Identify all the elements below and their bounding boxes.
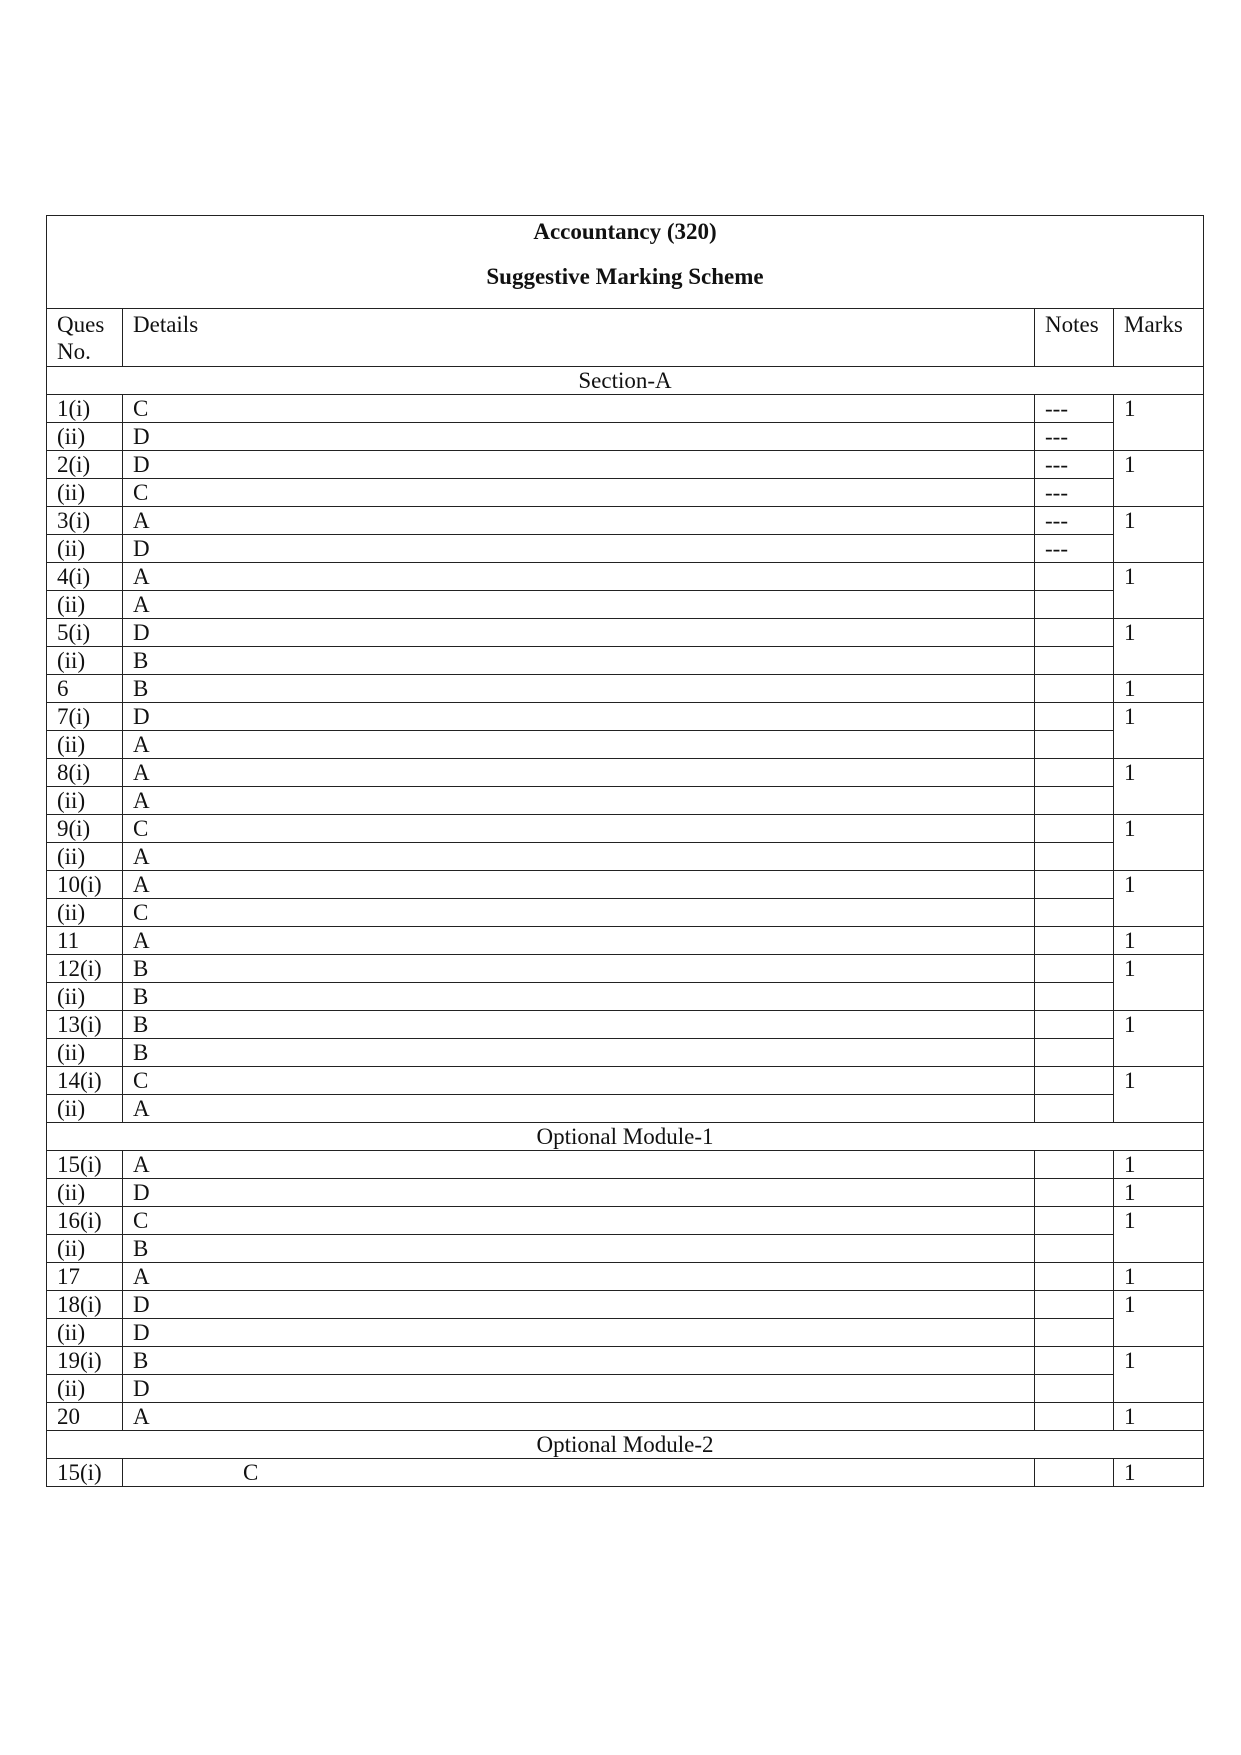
question-number: (ii) bbox=[47, 787, 123, 815]
marks-cell: 1 bbox=[1114, 871, 1204, 927]
notes-cell bbox=[1035, 675, 1114, 703]
notes-cell bbox=[1035, 927, 1114, 955]
answer-detail: D bbox=[123, 423, 1035, 451]
notes-cell bbox=[1035, 1039, 1114, 1067]
table-row bbox=[47, 983, 1204, 1011]
answer-detail: D bbox=[123, 451, 1035, 479]
document-title: Accountancy (320) bbox=[533, 219, 717, 244]
answer-detail: B bbox=[123, 983, 1035, 1011]
table-row bbox=[47, 563, 1204, 591]
answer-detail: A bbox=[123, 591, 1035, 619]
question-number: 15(i) bbox=[47, 1151, 123, 1179]
answer-detail: B bbox=[123, 955, 1035, 983]
notes-cell bbox=[1035, 731, 1114, 759]
table-row bbox=[47, 843, 1204, 871]
marks-cell: 1 bbox=[1114, 1179, 1204, 1207]
question-number: (ii) bbox=[47, 647, 123, 675]
question-number: (ii) bbox=[47, 591, 123, 619]
answer-detail: C bbox=[123, 1067, 1035, 1095]
answer-detail: C bbox=[123, 1459, 1035, 1487]
notes-cell bbox=[1035, 1347, 1114, 1375]
answer-detail: A bbox=[123, 787, 1035, 815]
answer-detail: A bbox=[123, 759, 1035, 787]
table-row bbox=[47, 1011, 1204, 1039]
notes-cell bbox=[1035, 1207, 1114, 1235]
section-row bbox=[47, 367, 1204, 395]
question-number: 16(i) bbox=[47, 1207, 123, 1235]
notes-cell bbox=[1035, 1403, 1114, 1431]
marks-cell: 1 bbox=[1114, 563, 1204, 619]
marks-cell: 1 bbox=[1114, 955, 1204, 1011]
answer-detail: B bbox=[123, 675, 1035, 703]
notes-cell bbox=[1035, 1291, 1114, 1319]
question-number: 1(i) bbox=[47, 395, 123, 423]
question-number: 18(i) bbox=[47, 1291, 123, 1319]
answer-detail: A bbox=[123, 563, 1035, 591]
notes-cell bbox=[1035, 591, 1114, 619]
header-row bbox=[47, 309, 1204, 367]
notes-cell: --- bbox=[1035, 535, 1114, 563]
question-number: (ii) bbox=[47, 1095, 123, 1123]
answer-detail: A bbox=[123, 1263, 1035, 1291]
question-number: (ii) bbox=[47, 1319, 123, 1347]
table-row bbox=[47, 451, 1204, 479]
notes-cell bbox=[1035, 647, 1114, 675]
marks-cell: 1 bbox=[1114, 815, 1204, 871]
notes-cell bbox=[1035, 1179, 1114, 1207]
section-row bbox=[47, 1431, 1204, 1459]
question-number: 8(i) bbox=[47, 759, 123, 787]
document-subtitle: Suggestive Marking Scheme bbox=[486, 264, 764, 289]
question-number: (ii) bbox=[47, 843, 123, 871]
title-row bbox=[47, 216, 1204, 309]
section-a-heading: Section-A bbox=[47, 367, 1204, 395]
table-row bbox=[47, 647, 1204, 675]
table-row bbox=[47, 703, 1204, 731]
marks-cell: 1 bbox=[1114, 1459, 1204, 1487]
notes-cell bbox=[1035, 843, 1114, 871]
notes-cell bbox=[1035, 563, 1114, 591]
marks-cell: 1 bbox=[1114, 451, 1204, 507]
answer-detail: C bbox=[123, 1207, 1035, 1235]
table-row bbox=[47, 1095, 1204, 1123]
table-row bbox=[47, 955, 1204, 983]
answer-detail: D bbox=[123, 703, 1035, 731]
question-number: (ii) bbox=[47, 1235, 123, 1263]
answer-detail: A bbox=[123, 507, 1035, 535]
table-row bbox=[47, 619, 1204, 647]
table-row bbox=[47, 871, 1204, 899]
table-row bbox=[47, 591, 1204, 619]
question-number: (ii) bbox=[47, 535, 123, 563]
marks-cell: 1 bbox=[1114, 1011, 1204, 1067]
answer-detail: A bbox=[123, 843, 1035, 871]
marks-cell: 1 bbox=[1114, 1347, 1204, 1403]
notes-cell bbox=[1035, 1067, 1114, 1095]
header-notes: Notes bbox=[1035, 309, 1114, 367]
notes-cell bbox=[1035, 787, 1114, 815]
marks-cell: 1 bbox=[1114, 395, 1204, 451]
table-row bbox=[47, 1459, 1204, 1487]
question-number: 11 bbox=[47, 927, 123, 955]
table-row bbox=[47, 479, 1204, 507]
marking-scheme-sheet bbox=[46, 215, 1203, 1487]
table-row bbox=[47, 1039, 1204, 1067]
marks-cell: 1 bbox=[1114, 507, 1204, 563]
question-number: (ii) bbox=[47, 423, 123, 451]
answer-detail: D bbox=[123, 1291, 1035, 1319]
header-details: Details bbox=[123, 309, 1035, 367]
table-row bbox=[47, 1207, 1204, 1235]
answer-detail: B bbox=[123, 1347, 1035, 1375]
question-number: 9(i) bbox=[47, 815, 123, 843]
table-row bbox=[47, 1179, 1204, 1207]
notes-cell bbox=[1035, 1151, 1114, 1179]
marks-cell: 1 bbox=[1114, 1403, 1204, 1431]
question-number: 3(i) bbox=[47, 507, 123, 535]
notes-cell bbox=[1035, 1263, 1114, 1291]
table-row bbox=[47, 1319, 1204, 1347]
question-number: 17 bbox=[47, 1263, 123, 1291]
table-row bbox=[47, 815, 1204, 843]
answer-detail: A bbox=[123, 871, 1035, 899]
table-row bbox=[47, 1375, 1204, 1403]
answer-detail: B bbox=[123, 647, 1035, 675]
question-number: 2(i) bbox=[47, 451, 123, 479]
marks-cell: 1 bbox=[1114, 1151, 1204, 1179]
question-number: 14(i) bbox=[47, 1067, 123, 1095]
notes-cell bbox=[1035, 1235, 1114, 1263]
answer-detail: D bbox=[123, 619, 1035, 647]
question-number: (ii) bbox=[47, 1039, 123, 1067]
title-cell bbox=[47, 216, 1204, 309]
marks-cell: 1 bbox=[1114, 703, 1204, 759]
question-number: (ii) bbox=[47, 983, 123, 1011]
table-row bbox=[47, 899, 1204, 927]
notes-cell bbox=[1035, 1375, 1114, 1403]
answer-detail: C bbox=[123, 899, 1035, 927]
answer-detail: D bbox=[123, 1319, 1035, 1347]
answer-detail: A bbox=[123, 1403, 1035, 1431]
table-row bbox=[47, 1347, 1204, 1375]
notes-cell: --- bbox=[1035, 507, 1114, 535]
table-row bbox=[47, 507, 1204, 535]
table-row bbox=[47, 759, 1204, 787]
notes-cell: --- bbox=[1035, 451, 1114, 479]
question-number: (ii) bbox=[47, 731, 123, 759]
answer-detail: C bbox=[123, 479, 1035, 507]
answer-detail: A bbox=[123, 927, 1035, 955]
answer-detail: A bbox=[123, 1095, 1035, 1123]
question-number: 7(i) bbox=[47, 703, 123, 731]
notes-cell: --- bbox=[1035, 395, 1114, 423]
answer-detail: A bbox=[123, 731, 1035, 759]
notes-cell bbox=[1035, 955, 1114, 983]
question-number: 20 bbox=[47, 1403, 123, 1431]
question-number: (ii) bbox=[47, 1179, 123, 1207]
marks-cell: 1 bbox=[1114, 1207, 1204, 1263]
table-row bbox=[47, 1151, 1204, 1179]
table-row bbox=[47, 1403, 1204, 1431]
notes-cell bbox=[1035, 619, 1114, 647]
section-m2-heading: Optional Module-2 bbox=[47, 1431, 1204, 1459]
table-row bbox=[47, 1263, 1204, 1291]
question-number: 12(i) bbox=[47, 955, 123, 983]
table-row bbox=[47, 535, 1204, 563]
header-marks: Marks bbox=[1114, 309, 1204, 367]
marks-cell: 1 bbox=[1114, 927, 1204, 955]
notes-cell bbox=[1035, 983, 1114, 1011]
header-ques: Ques No. bbox=[47, 309, 123, 367]
notes-cell bbox=[1035, 1319, 1114, 1347]
table-row bbox=[47, 395, 1204, 423]
answer-detail: B bbox=[123, 1039, 1035, 1067]
section-m1-heading: Optional Module-1 bbox=[47, 1123, 1204, 1151]
question-number: 13(i) bbox=[47, 1011, 123, 1039]
question-number: (ii) bbox=[47, 1375, 123, 1403]
table-row bbox=[47, 1067, 1204, 1095]
question-number: 15(i) bbox=[47, 1459, 123, 1487]
answer-detail: B bbox=[123, 1011, 1035, 1039]
notes-cell bbox=[1035, 1011, 1114, 1039]
answer-detail: C bbox=[123, 815, 1035, 843]
notes-cell: --- bbox=[1035, 423, 1114, 451]
notes-cell bbox=[1035, 815, 1114, 843]
marks-cell: 1 bbox=[1114, 1291, 1204, 1347]
notes-cell: --- bbox=[1035, 479, 1114, 507]
answer-detail: C bbox=[123, 395, 1035, 423]
answer-detail: D bbox=[123, 535, 1035, 563]
question-number: 19(i) bbox=[47, 1347, 123, 1375]
marks-cell: 1 bbox=[1114, 675, 1204, 703]
marking-scheme-table bbox=[46, 215, 1204, 1487]
marks-cell: 1 bbox=[1114, 759, 1204, 815]
table-row bbox=[47, 423, 1204, 451]
marks-cell: 1 bbox=[1114, 1067, 1204, 1123]
notes-cell bbox=[1035, 759, 1114, 787]
table-row bbox=[47, 1291, 1204, 1319]
marks-cell: 1 bbox=[1114, 619, 1204, 675]
answer-detail: B bbox=[123, 1235, 1035, 1263]
marks-cell: 1 bbox=[1114, 1263, 1204, 1291]
notes-cell bbox=[1035, 899, 1114, 927]
question-number: 5(i) bbox=[47, 619, 123, 647]
table-row bbox=[47, 731, 1204, 759]
answer-detail: A bbox=[123, 1151, 1035, 1179]
table-row bbox=[47, 675, 1204, 703]
question-number: 10(i) bbox=[47, 871, 123, 899]
notes-cell bbox=[1035, 1459, 1114, 1487]
notes-cell bbox=[1035, 1095, 1114, 1123]
table-row bbox=[47, 1235, 1204, 1263]
notes-cell bbox=[1035, 703, 1114, 731]
question-number: (ii) bbox=[47, 899, 123, 927]
question-number: 6 bbox=[47, 675, 123, 703]
answer-detail: D bbox=[123, 1179, 1035, 1207]
question-number: (ii) bbox=[47, 479, 123, 507]
section-row bbox=[47, 1123, 1204, 1151]
notes-cell bbox=[1035, 871, 1114, 899]
table-row bbox=[47, 927, 1204, 955]
question-number: 4(i) bbox=[47, 563, 123, 591]
answer-detail: D bbox=[123, 1375, 1035, 1403]
table-row bbox=[47, 787, 1204, 815]
